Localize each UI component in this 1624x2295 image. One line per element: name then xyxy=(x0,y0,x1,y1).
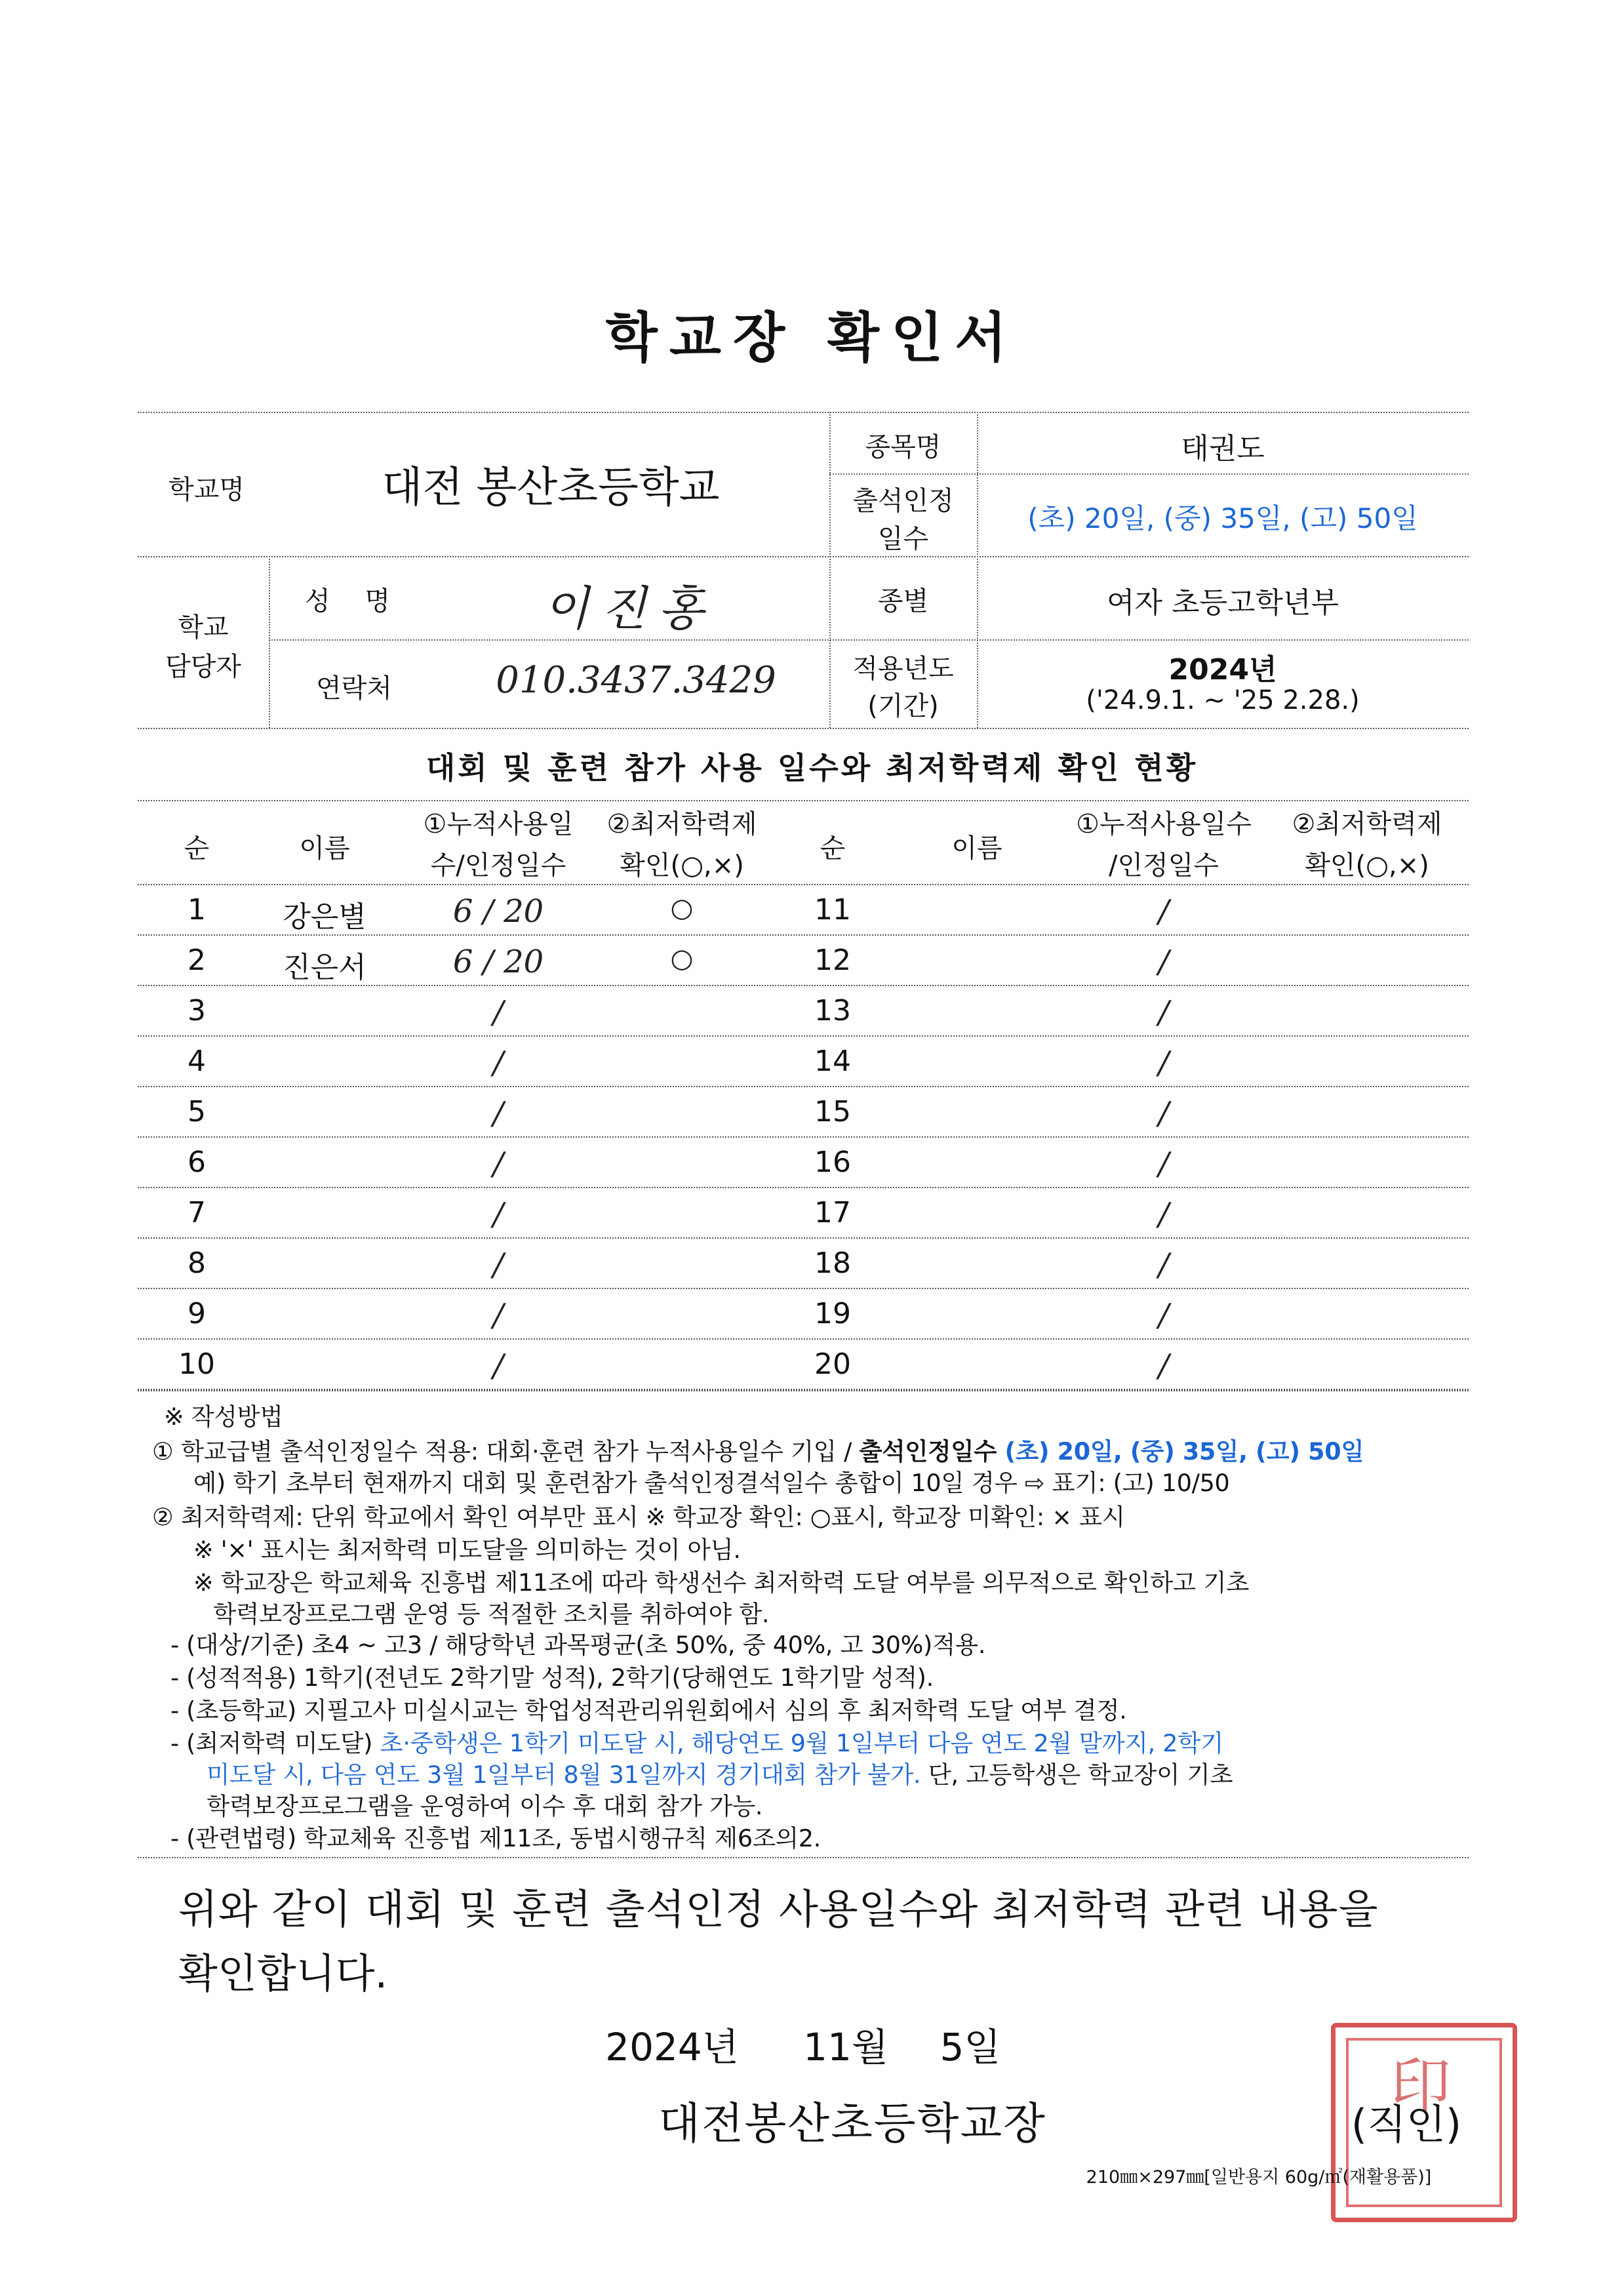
notes-top-line xyxy=(138,1390,1469,1391)
table-cell-name: 진은서 xyxy=(283,951,366,984)
sport-label: 종목명 xyxy=(865,432,941,462)
manager-name-value: 이진홍 xyxy=(543,581,716,636)
date-day: 5일 xyxy=(940,2025,1001,2069)
document-title: 학교장 확인서 xyxy=(605,307,1019,369)
col-name-right: 이름 xyxy=(951,833,1002,864)
table-cell-no: 2 xyxy=(188,944,206,977)
note-7: - (대상/기준) 초4 ~ 고3 / 해당학년 과목평균(초 50%, 중 40%, 고 30%)적용. xyxy=(170,1631,986,1659)
col-days-right-2: /인정일수 xyxy=(1108,850,1219,881)
year-label-2: (기간) xyxy=(867,691,939,721)
school-name-value: 대전 봉산초등학교 xyxy=(382,464,720,512)
principal-name: 대전봉산초등학교장 xyxy=(658,2098,1046,2149)
header-top-line xyxy=(138,412,1469,413)
table-cell-days: 6 / 20 xyxy=(452,893,544,930)
col-name: 이름 xyxy=(299,833,350,864)
table-cell-check: ○ xyxy=(670,944,694,974)
seal-glyph-icon: 印 xyxy=(1390,2051,1451,2121)
table-cell-check: ○ xyxy=(670,893,694,923)
table-cell-days: / xyxy=(492,994,504,1031)
table-cell-no: 1 xyxy=(188,893,206,927)
table-cell-no2: 13 xyxy=(814,994,851,1028)
note-9: - (초등학교) 지필고사 미실시교는 학업성적관리위원회에서 심의 후 최저학력 도달 여부 결정. xyxy=(170,1696,1127,1725)
table-cell-days2: / xyxy=(1158,1196,1170,1233)
table-cell-no: 3 xyxy=(188,994,206,1028)
paper-spec: 210㎜×297㎜[일반용지 60g/㎡(재활용품)] xyxy=(1086,2167,1432,2187)
sport-value: 태권도 xyxy=(1181,432,1265,466)
table-cell-name: 강은별 xyxy=(283,900,366,934)
table-cell-no: 5 xyxy=(188,1095,206,1128)
school-name-label: 학교명 xyxy=(168,475,245,505)
manager-label-1: 학교 xyxy=(178,612,229,643)
table-cell-days2: / xyxy=(1158,1297,1170,1334)
confirm-line-1: 위와 같이 대회 및 훈련 출석인정 사용일수와 최저학력 관련 내용을 xyxy=(178,1885,1379,1933)
notes-bottom-line xyxy=(138,1857,1469,1858)
note-3: ② 최저학력제: 단위 학교에서 확인 여부만 표시 ※ 학교장 확인: ○표시, 학교장 미확인: × 표시 xyxy=(152,1503,1125,1531)
table-cell-days2: / xyxy=(1158,994,1170,1031)
year-label-1: 적용년도 xyxy=(852,654,954,684)
col-no: 순 xyxy=(184,833,210,864)
note-2: 예) 학기 초부터 현재까지 대회 및 훈련참가 출석인정결석일수 총합이 10일 경우 ⇨ 표기: (고) 10/50 xyxy=(193,1469,1230,1497)
table-cell-days2: / xyxy=(1158,1095,1170,1132)
table-row-line xyxy=(138,1237,1469,1239)
note-11: 미도달 시, 다음 연도 3월 1일부터 8월 31일까지 경기대회 참가 불가. 단, 고등학생은 학교장이 기초 xyxy=(207,1761,1233,1789)
category-label: 종별 xyxy=(877,586,929,616)
period-value: ('24.9.1. ~ '25 2.28.) xyxy=(1086,685,1360,715)
contact-label: 연락처 xyxy=(316,673,392,704)
table-cell-days: / xyxy=(492,1347,504,1384)
table-cell-no: 4 xyxy=(188,1045,206,1078)
table-row-line xyxy=(138,1086,1469,1087)
manager-label-2: 담당자 xyxy=(165,652,241,682)
category-value: 여자 초등고학년부 xyxy=(1106,586,1339,620)
table-cell-no2: 11 xyxy=(814,893,851,927)
table-cell-days: / xyxy=(492,1297,504,1334)
table-cell-no: 10 xyxy=(178,1347,215,1381)
col-days-1: ①누적사용일 xyxy=(423,809,574,839)
confirm-line-2: 확인합니다. xyxy=(178,1949,388,1997)
table-cell-days2: / xyxy=(1158,1247,1170,1283)
col-check-1: ②최저학력제 xyxy=(606,809,757,839)
table-cell-no: 9 xyxy=(188,1297,206,1330)
note-8: - (성적적용) 1학기(전년도 2학기말 성적), 2학기(당해연도 1학기말 성적). xyxy=(170,1664,934,1692)
notes-heading: ※ 작성방법 xyxy=(164,1403,283,1431)
table-cell-days: 6 / 20 xyxy=(452,944,544,980)
date-month: 11월 xyxy=(803,2025,888,2069)
note-1: ① 학교급별 출석인정일수 적용: 대회·훈련 참가 누적사용일수 기입 / 출석인정일수 (초) 20일, (중) 35일, (고) 50일 xyxy=(152,1437,1364,1466)
col-check-2: 확인(○,×) xyxy=(620,850,744,881)
attend-label-2: 일수 xyxy=(877,524,929,554)
col-days-right-1: ①누적사용일수 xyxy=(1076,809,1252,839)
table-cell-days: / xyxy=(492,1095,504,1132)
table-row-line xyxy=(138,1187,1469,1188)
attend-days-value: (초) 20일, (중) 35일, (고) 50일 xyxy=(1027,502,1418,534)
table-cell-no2: 16 xyxy=(814,1146,851,1179)
name-label: 성 명 xyxy=(305,586,403,616)
table-cell-days2: / xyxy=(1158,944,1170,980)
header-mid-line xyxy=(138,556,1469,557)
col-check-right-2: 확인(○,×) xyxy=(1305,850,1429,881)
table-cell-no2: 14 xyxy=(814,1045,851,1078)
table-cell-days2: / xyxy=(1158,1347,1170,1384)
table-row-line xyxy=(138,1288,1469,1289)
year-value: 2024년 xyxy=(1168,653,1277,687)
note-6: 학력보장프로그램 운영 등 적절한 조치를 취하여야 함. xyxy=(213,1600,770,1628)
contact-value: 010.3437.3429 xyxy=(496,659,776,702)
table-cell-days2: / xyxy=(1158,1045,1170,1081)
table-cell-days2: / xyxy=(1158,1146,1170,1182)
note-13: - (관련법령) 학교체육 진흥법 제11조, 동법시행규칙 제6조의2. xyxy=(170,1824,821,1852)
table-cell-no2: 20 xyxy=(814,1347,851,1381)
table-cell-days: / xyxy=(492,1146,504,1182)
table-header-line xyxy=(138,884,1469,885)
date-year: 2024년 xyxy=(605,2025,739,2069)
table-cell-days: / xyxy=(492,1045,504,1081)
note-12: 학력보장프로그램을 운영하여 이수 후 대회 참가 가능. xyxy=(207,1792,763,1820)
note-10: - (최저학력 미도달) 초·중학생은 1학기 미도달 시, 해당연도 9월 1일부터 다음 연도 2월 말까지, 2학기 xyxy=(170,1729,1224,1757)
table-row-line xyxy=(138,1035,1469,1037)
note-4: ※ '×' 표시는 최저학력 미도달을 의미하는 것이 아님. xyxy=(193,1536,741,1564)
table-cell-days2: / xyxy=(1158,893,1170,930)
note-5: ※ 학교장은 학교체육 진흥법 제11조에 따라 학생선수 최저학력 도달 여부를 의무적으로 확인하고 기초 xyxy=(193,1568,1250,1597)
table-cell-no: 6 xyxy=(188,1146,206,1179)
table-cell-no2: 18 xyxy=(814,1247,851,1280)
table-cell-no2: 12 xyxy=(814,944,851,977)
table-cell-no2: 15 xyxy=(814,1095,851,1128)
table-cell-no2: 17 xyxy=(814,1196,851,1229)
header-bottom-line xyxy=(138,728,1469,729)
col-days-2: 수/인정일수 xyxy=(430,850,566,881)
table-cell-days: / xyxy=(492,1247,504,1283)
section-title: 대회 및 훈련 참가 사용 일수와 최저학력제 확인 현황 xyxy=(426,750,1198,786)
table-cell-no: 7 xyxy=(188,1196,206,1229)
table-top-line xyxy=(138,800,1469,801)
seal-label: (직인) xyxy=(1351,2100,1462,2148)
table-row-line xyxy=(138,1338,1469,1340)
table-cell-no2: 19 xyxy=(814,1297,851,1330)
attend-label-1: 출석인정 xyxy=(852,486,954,516)
table-cell-no: 8 xyxy=(188,1247,206,1280)
col-check-right-1: ②최저학력제 xyxy=(1292,809,1442,839)
table-cell-days: / xyxy=(492,1196,504,1233)
table-row-line xyxy=(138,1136,1469,1138)
col-no-right: 순 xyxy=(820,833,846,864)
